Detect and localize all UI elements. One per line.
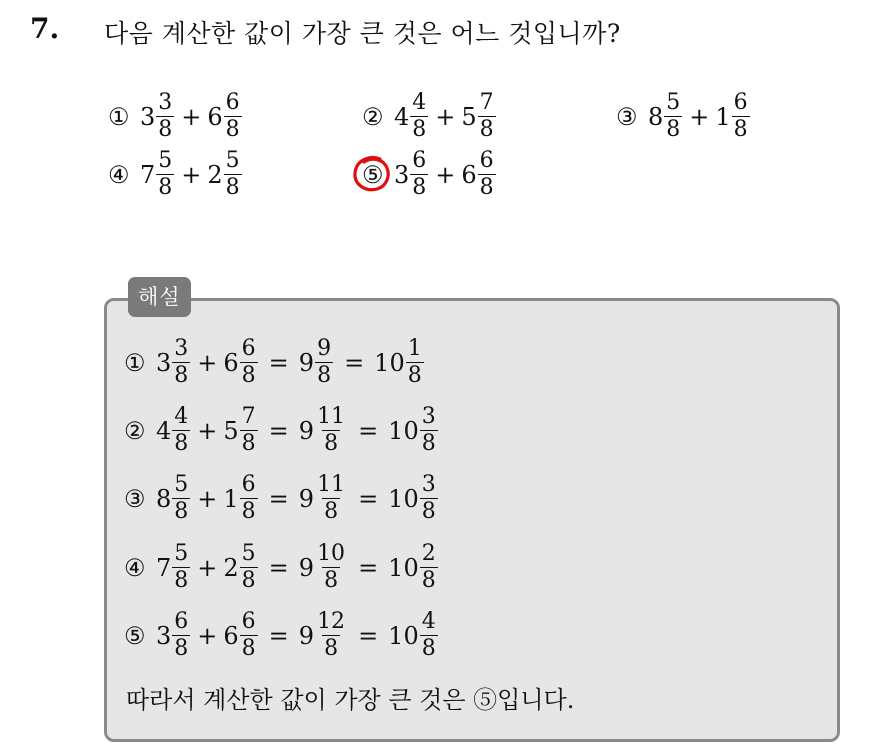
denominator: 8 (225, 175, 240, 200)
numerator: 9 (317, 336, 332, 361)
choice-mark: ① (108, 102, 130, 131)
fraction (240, 474, 258, 523)
whole: 9 (298, 348, 315, 377)
mixed-number (461, 92, 496, 141)
choice-3[interactable] (616, 92, 751, 141)
numerator: 10 (317, 541, 346, 566)
fraction (315, 406, 347, 455)
numerator: 12 (317, 609, 346, 634)
whole: 9 (298, 553, 315, 582)
whole: 6 (223, 348, 239, 377)
plus-sign: + (435, 160, 456, 189)
denominator: 8 (324, 499, 339, 524)
denominator: 8 (421, 499, 436, 524)
whole: 4 (394, 102, 410, 131)
fraction (172, 611, 190, 660)
fraction (410, 150, 428, 199)
denominator: 8 (158, 117, 173, 142)
denominator: 8 (174, 431, 189, 456)
denominator: 8 (412, 175, 427, 200)
numerator: 5 (225, 148, 240, 173)
numerator: 6 (241, 472, 256, 497)
whole: 9 (298, 621, 315, 650)
mixed-number (394, 150, 429, 199)
question-text: 다음 계산한 값이 가장 큰 것은 어느 것입니까? (104, 19, 621, 48)
denominator: 8 (174, 363, 189, 388)
fraction (172, 338, 190, 387)
denominator: 8 (407, 363, 422, 388)
denominator: 8 (479, 175, 494, 200)
choice-mark: ⑤ (362, 160, 384, 189)
equals-sign: = (358, 553, 379, 582)
solution-line-5 (124, 611, 439, 660)
choice-mark: ② (362, 102, 384, 131)
whole: 9 (298, 484, 315, 513)
fraction (172, 474, 190, 523)
numerator: 5 (174, 541, 189, 566)
mixed-number (207, 150, 242, 199)
numerator: 6 (174, 609, 189, 634)
fraction (315, 611, 347, 660)
equals-sign: = (268, 484, 289, 513)
denominator: 8 (412, 117, 427, 142)
equals-sign: = (358, 621, 379, 650)
fraction (420, 543, 438, 592)
mixed-number (461, 150, 496, 199)
whole: 10 (388, 416, 419, 445)
whole: 3 (394, 160, 410, 189)
fraction (315, 543, 347, 592)
denominator: 8 (158, 175, 173, 200)
whole: 10 (388, 553, 419, 582)
plus-sign: + (181, 102, 202, 131)
numerator: 4 (421, 609, 436, 634)
numerator: 4 (174, 404, 189, 429)
plus-sign: + (181, 160, 202, 189)
whole: 10 (374, 348, 405, 377)
whole: 10 (388, 484, 419, 513)
fraction (315, 474, 347, 523)
question-number: 7. (30, 12, 60, 45)
denominator: 8 (421, 431, 436, 456)
solution-mark: ② (124, 416, 146, 445)
numerator: 7 (241, 404, 256, 429)
whole: 1 (715, 102, 731, 131)
plus-sign: + (197, 416, 218, 445)
whole: 7 (156, 553, 172, 582)
numerator: 2 (421, 541, 436, 566)
solution-mark: ⑤ (124, 621, 146, 650)
whole: 7 (140, 160, 156, 189)
numerator: 1 (407, 336, 422, 361)
choice-2[interactable] (362, 92, 497, 141)
denominator: 8 (324, 568, 339, 593)
numerator: 6 (241, 609, 256, 634)
equals-sign: = (268, 553, 289, 582)
solution-line-4 (124, 543, 439, 592)
answer-circle-mark (350, 152, 394, 196)
plus-sign: + (197, 484, 218, 513)
fraction (664, 92, 682, 141)
numerator: 3 (174, 336, 189, 361)
answer-circle-stroke (355, 158, 388, 190)
fraction (240, 406, 258, 455)
denominator: 8 (324, 636, 339, 661)
whole: 5 (223, 416, 239, 445)
denominator: 8 (174, 636, 189, 661)
fraction (156, 92, 174, 141)
denominator: 8 (225, 117, 240, 142)
mixed-number (140, 150, 175, 199)
fraction (478, 92, 496, 141)
fraction (732, 92, 750, 141)
equals-sign: = (268, 416, 289, 445)
numerator: 5 (158, 148, 173, 173)
numerator: 3 (158, 90, 173, 115)
fraction (224, 92, 242, 141)
mixed-number (207, 92, 242, 141)
whole: 6 (223, 621, 239, 650)
numerator: 3 (421, 472, 436, 497)
solution-line-1 (124, 338, 425, 387)
denominator: 8 (421, 636, 436, 661)
numerator: 4 (412, 90, 427, 115)
numerator: 5 (666, 90, 681, 115)
whole: 3 (156, 348, 172, 377)
equals-sign: = (358, 416, 379, 445)
denominator: 8 (241, 363, 256, 388)
whole: 8 (648, 102, 664, 131)
plus-sign: + (435, 102, 456, 131)
fraction (410, 92, 428, 141)
solution-mark: ③ (124, 484, 146, 513)
denominator: 8 (174, 568, 189, 593)
whole: 3 (156, 621, 172, 650)
equals-sign: = (358, 484, 379, 513)
whole: 2 (207, 160, 223, 189)
numerator: 7 (479, 90, 494, 115)
denominator: 8 (479, 117, 494, 142)
numerator: 6 (412, 148, 427, 173)
whole: 9 (298, 416, 315, 445)
solution-mark: ④ (124, 553, 146, 582)
choice-4[interactable] (108, 150, 243, 199)
numerator: 6 (479, 148, 494, 173)
denominator: 8 (317, 363, 332, 388)
whole: 2 (223, 553, 239, 582)
fraction (478, 150, 496, 199)
plus-sign: + (197, 553, 218, 582)
numerator: 11 (317, 404, 346, 429)
denominator: 8 (666, 117, 681, 142)
whole: 4 (156, 416, 172, 445)
fraction (172, 543, 190, 592)
solution-mark: ① (124, 348, 146, 377)
numerator: 6 (733, 90, 748, 115)
denominator: 8 (324, 431, 339, 456)
denominator: 8 (241, 431, 256, 456)
whole: 5 (461, 102, 477, 131)
equals-sign: = (344, 348, 365, 377)
equals-sign: = (268, 348, 289, 377)
fraction (224, 150, 242, 199)
fraction (315, 338, 333, 387)
fraction (172, 406, 190, 455)
numerator: 6 (225, 90, 240, 115)
numerator: 5 (174, 472, 189, 497)
fraction (420, 474, 438, 523)
fraction (406, 338, 424, 387)
whole: 8 (156, 484, 172, 513)
solution-tag: 해설 (128, 277, 191, 317)
plus-sign: + (197, 348, 218, 377)
fraction (240, 611, 258, 660)
denominator: 8 (421, 568, 436, 593)
choice-mark: ③ (616, 102, 638, 131)
fraction (156, 150, 174, 199)
denominator: 8 (241, 499, 256, 524)
numerator: 3 (421, 404, 436, 429)
fraction (240, 543, 258, 592)
choice-mark: ④ (108, 160, 130, 189)
fraction (420, 406, 438, 455)
fraction (420, 611, 438, 660)
denominator: 8 (241, 568, 256, 593)
denominator: 8 (733, 117, 748, 142)
denominator: 8 (241, 636, 256, 661)
whole: 3 (140, 102, 156, 131)
whole: 6 (461, 160, 477, 189)
solution-conclusion: 따라서 계산한 값이 가장 큰 것은 ⑤입니다. (126, 686, 575, 714)
solution-line-2 (124, 406, 439, 455)
mixed-number (648, 92, 683, 141)
whole: 1 (223, 484, 239, 513)
numerator: 11 (317, 472, 346, 497)
denominator: 8 (174, 499, 189, 524)
equals-sign: = (268, 621, 289, 650)
mixed-number (140, 92, 175, 141)
whole: 6 (207, 102, 223, 131)
mixed-number (394, 92, 429, 141)
whole: 10 (388, 621, 419, 650)
mixed-number (715, 92, 750, 141)
choice-1[interactable] (108, 92, 243, 141)
solution-line-3 (124, 474, 439, 523)
plus-sign: + (197, 621, 218, 650)
plus-sign: + (689, 102, 710, 131)
numerator: 5 (241, 541, 256, 566)
numerator: 6 (241, 336, 256, 361)
fraction (240, 338, 258, 387)
